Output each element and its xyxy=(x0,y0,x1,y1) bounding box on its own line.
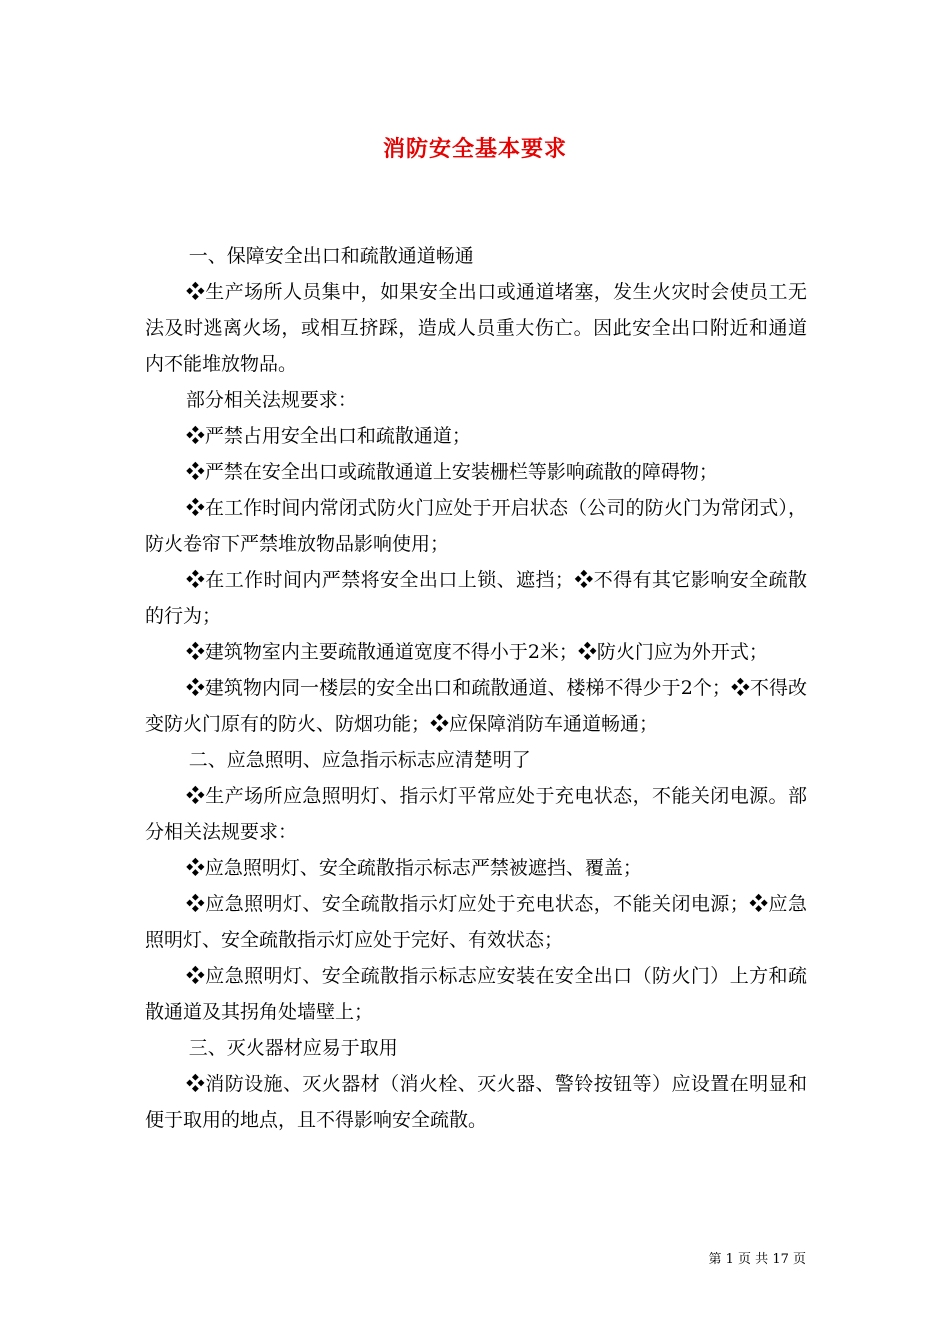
paragraph: ❖应急照明灯、安全疏散指示标志应安装在安全出口（防火门）上方和疏散通道及其拐角处墙壁上； xyxy=(145,965,807,1023)
paragraph: ❖生产场所应急照明灯、指示灯平常应处于充电状态，不能关闭电源。部分相关法规要求： xyxy=(145,785,807,843)
paragraph: ❖生产场所人员集中，如果安全出口或通道堵塞，发生火灾时会使员工无法及时逃离火场，或相互挤踩，造成人员重大伤亡。因此安全出口附近和通道内不能堆放物品。 xyxy=(145,281,807,375)
section-heading-3: 三、灭火器材应易于取用 xyxy=(188,1037,398,1059)
document-body xyxy=(145,238,807,1138)
paragraph: ❖在工作时间内严禁将安全出口上锁、遮挡；❖不得有其它影响安全疏散的行为； xyxy=(145,569,807,627)
section-heading-2: 二、应急照明、应急指示标志应清楚明了 xyxy=(188,749,531,771)
page-number: 第 1 页 共 17 页 xyxy=(708,1252,806,1267)
section-heading-1: 一、保障安全出口和疏散通道畅通 xyxy=(188,245,474,267)
document-title: 消防安全基本要求 xyxy=(382,136,567,162)
paragraph: ❖严禁占用安全出口和疏散通道； xyxy=(185,425,471,447)
paragraph: ❖建筑物室内主要疏散通道宽度不得小于2米；❖防火门应为外开式； xyxy=(185,641,768,663)
paragraph: ❖建筑物内同一楼层的安全出口和疏散通道、楼梯不得少于2个；❖不得改变防火门原有的防火、防烟功能；❖应保障消防车通道畅通； xyxy=(145,677,807,735)
paragraph: ❖在工作时间内常闭式防火门应处于开启状态（公司的防火门为常闭式），防火卷帘下严禁堆放物品影响使用； xyxy=(145,497,807,555)
paragraph: ❖应急照明灯、安全疏散指示标志严禁被遮挡、覆盖； xyxy=(185,857,642,879)
paragraph: ❖应急照明灯、安全疏散指示灯应处于充电状态，不能关闭电源；❖应急照明灯、安全疏散指示灯应处于完好、有效状态； xyxy=(145,893,807,951)
paragraph: ❖严禁在安全出口或疏散通道上安装栅栏等影响疏散的障碍物； xyxy=(185,461,718,483)
paragraph: 部分相关法规要求： xyxy=(185,389,357,411)
paragraph: ❖消防设施、灭火器材（消火栓、灭火器、警铃按钮等）应设置在明显和便于取用的地点，且不得影响安全疏散。 xyxy=(145,1073,807,1131)
